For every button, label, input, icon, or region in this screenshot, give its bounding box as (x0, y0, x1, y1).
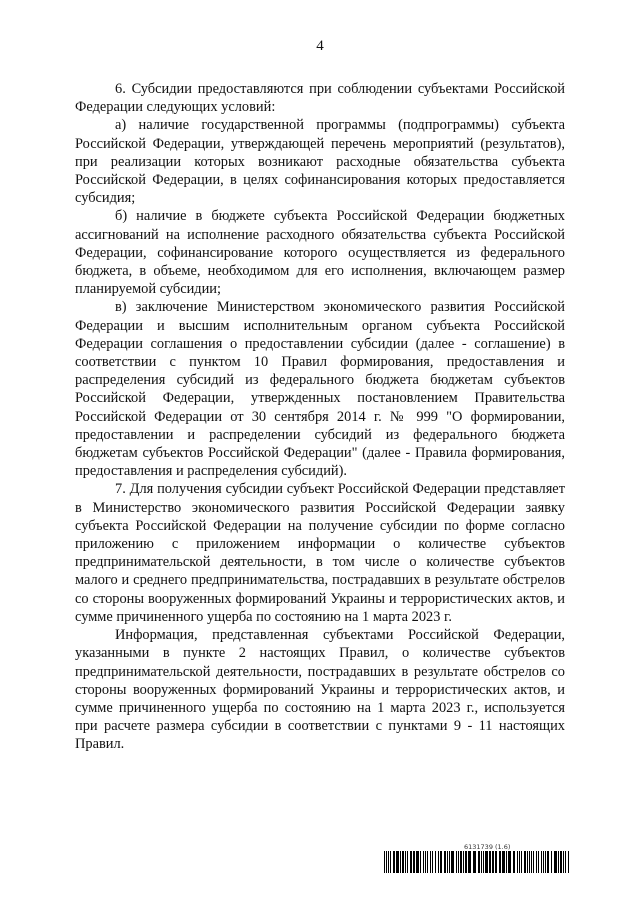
paragraph-item-6a: а) наличие государственной программы (подпрограммы) субъекта Российской Федерации, утверждающей перечень мероприятий (результатов), при реализации которых возникают расходные обязательства субъекта Российской Федерации, в целях софинансирования которых предоставляется субсидия; (75, 117, 565, 207)
paragraph-item-6v: в) заключение Министерством экономического развития Российской Федерации и высшим исполнительным органом субъекта Российской Федерации соглашения о предоставлении субсидии (далее - соглашение) в соответствии с пунктом 10 Правил формирования, предоставления и распределения субсидий из федерального бюджета бюджетам субъектов Российской Федерации, утвержденных постановлением Правительства Российской Федерации от 30 сентября 2014 г. № 999 "О формировании, предоставлении и распределении субсидий из федерального бюджета бюджетам субъектов Российской Федерации" (далее - Правила формирования, предоставления и распределения субсидий). (75, 299, 565, 480)
page-number: 4 (316, 38, 324, 54)
document-body (75, 80, 565, 754)
paragraph-information: Информация, представленная субъектами Российской Федерации, указанными в пункте 2 настоящих Правил, о количестве субъектов предпринимательской деятельности, пострадавших в результате обстрелов со стороны вооруженных формирований Украины и террористических актов, и сумме причиненного ущерба по состоянию на 1 марта 2023 г., используется при расчете размера субсидии в соответствии с пунктами 9 - 11 настоящих Правил. (75, 627, 565, 753)
barcode-label: 6131739 (1.6) (464, 843, 511, 851)
paragraph-item-6: 6. Субсидии предоставляются при соблюдении субъектами Российской Федерации следующих условий: (75, 81, 565, 116)
barcode-image (384, 851, 570, 873)
paragraph-item-6b: б) наличие в бюджете субъекта Российской Федерации бюджетных ассигнований на исполнение расходного обязательства субъекта Российской Федерации, софинансирование которого осуществляется из федерального бюджета, в объеме, необходимом для его исполнения, включающем размер планируемой субсидии; (75, 208, 565, 298)
paragraph-item-7: 7. Для получения субсидии субъект Российской Федерации представляет в Министерство экономического развития Российской Федерации заявку субъекта Российской Федерации на получение субсидии по форме согласно приложению с приложением информации о количестве субъектов предпринимательской деятельности, в том числе о количестве субъектов малого и среднего предпринимательства, пострадавших в результате обстрелов со стороны вооруженных формирований Украины и террористических актов, и сумме причиненного ущерба по состоянию на 1 марта 2023 г. (75, 481, 565, 625)
